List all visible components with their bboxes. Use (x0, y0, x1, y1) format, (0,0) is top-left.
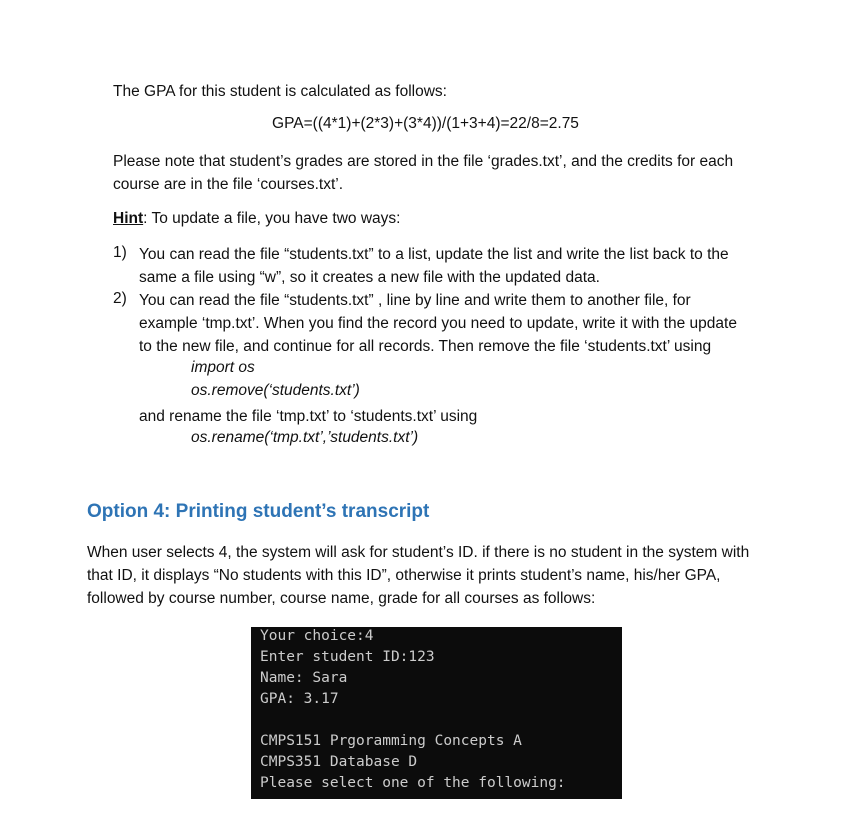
hint-paragraph (113, 207, 400, 230)
item-1-line-2: same a file using “w”, so it creates a new file with the updated data. (139, 269, 600, 286)
terminal-line: Name: Sara (260, 670, 348, 686)
option-4-line-2: that ID, it displays “No students with this ID”, otherwise it prints student’s name, his/her GPA, (87, 567, 721, 584)
note-line-2: course are in the file ‘courses.txt’. (113, 176, 344, 193)
terminal-line: GPA: 3.17 (260, 691, 339, 707)
item-2-line-3: to the new file, and continue for all records. Then remove the file ‘students.txt’ using (139, 338, 712, 355)
code-import-os: import os (191, 359, 255, 376)
item-2-number: 2) (113, 290, 127, 307)
code-os-remove: os.remove(‘students.txt’) (191, 382, 360, 399)
terminal-line: CMPS351 Database D (260, 754, 418, 770)
rename-text: and rename the file ‘tmp.txt’ to ‘students.txt’ using (139, 408, 478, 425)
item-1-line-1: You can read the file “students.txt” to a list, update the list and write the list back to the (139, 246, 729, 263)
terminal-line: Please select one of the following: (260, 775, 566, 791)
terminal-line: CMPS151 Prgoramming Concepts A (260, 733, 522, 749)
gpa-formula: GPA=((4*1)+(2*3)+(3*4))/(1+3+4)=22/8=2.75 (272, 115, 579, 132)
hint-text: : To update a file, you have two ways: (143, 210, 401, 227)
option-4-heading: Option 4: Printing student’s transcript (87, 501, 430, 522)
terminal-line: Enter student ID:123 (260, 649, 435, 665)
note-line-1: Please note that student’s grades are stored in the file ‘grades.txt’, and the credits for each (113, 153, 734, 170)
item-1-number: 1) (113, 244, 127, 261)
option-4-line-1: When user selects 4, the system will ask for student’s ID. if there is no student in the system with (87, 544, 750, 561)
item-2-line-2: example ‘tmp.txt’. When you find the record you need to update, write it with the update (139, 315, 737, 332)
item-2-line-1: You can read the file “students.txt” , line by line and write them to another file, for (139, 292, 691, 309)
terminal-output (251, 627, 622, 799)
gpa-intro: The GPA for this student is calculated as follows: (113, 83, 447, 100)
terminal-line: Your choice:4 (260, 628, 374, 644)
hint-label: Hint (113, 210, 144, 227)
code-os-rename: os.rename(‘tmp.txt’,’students.txt’) (191, 429, 419, 446)
option-4-line-3: followed by course number, course name, grade for all courses as follows: (87, 590, 596, 607)
